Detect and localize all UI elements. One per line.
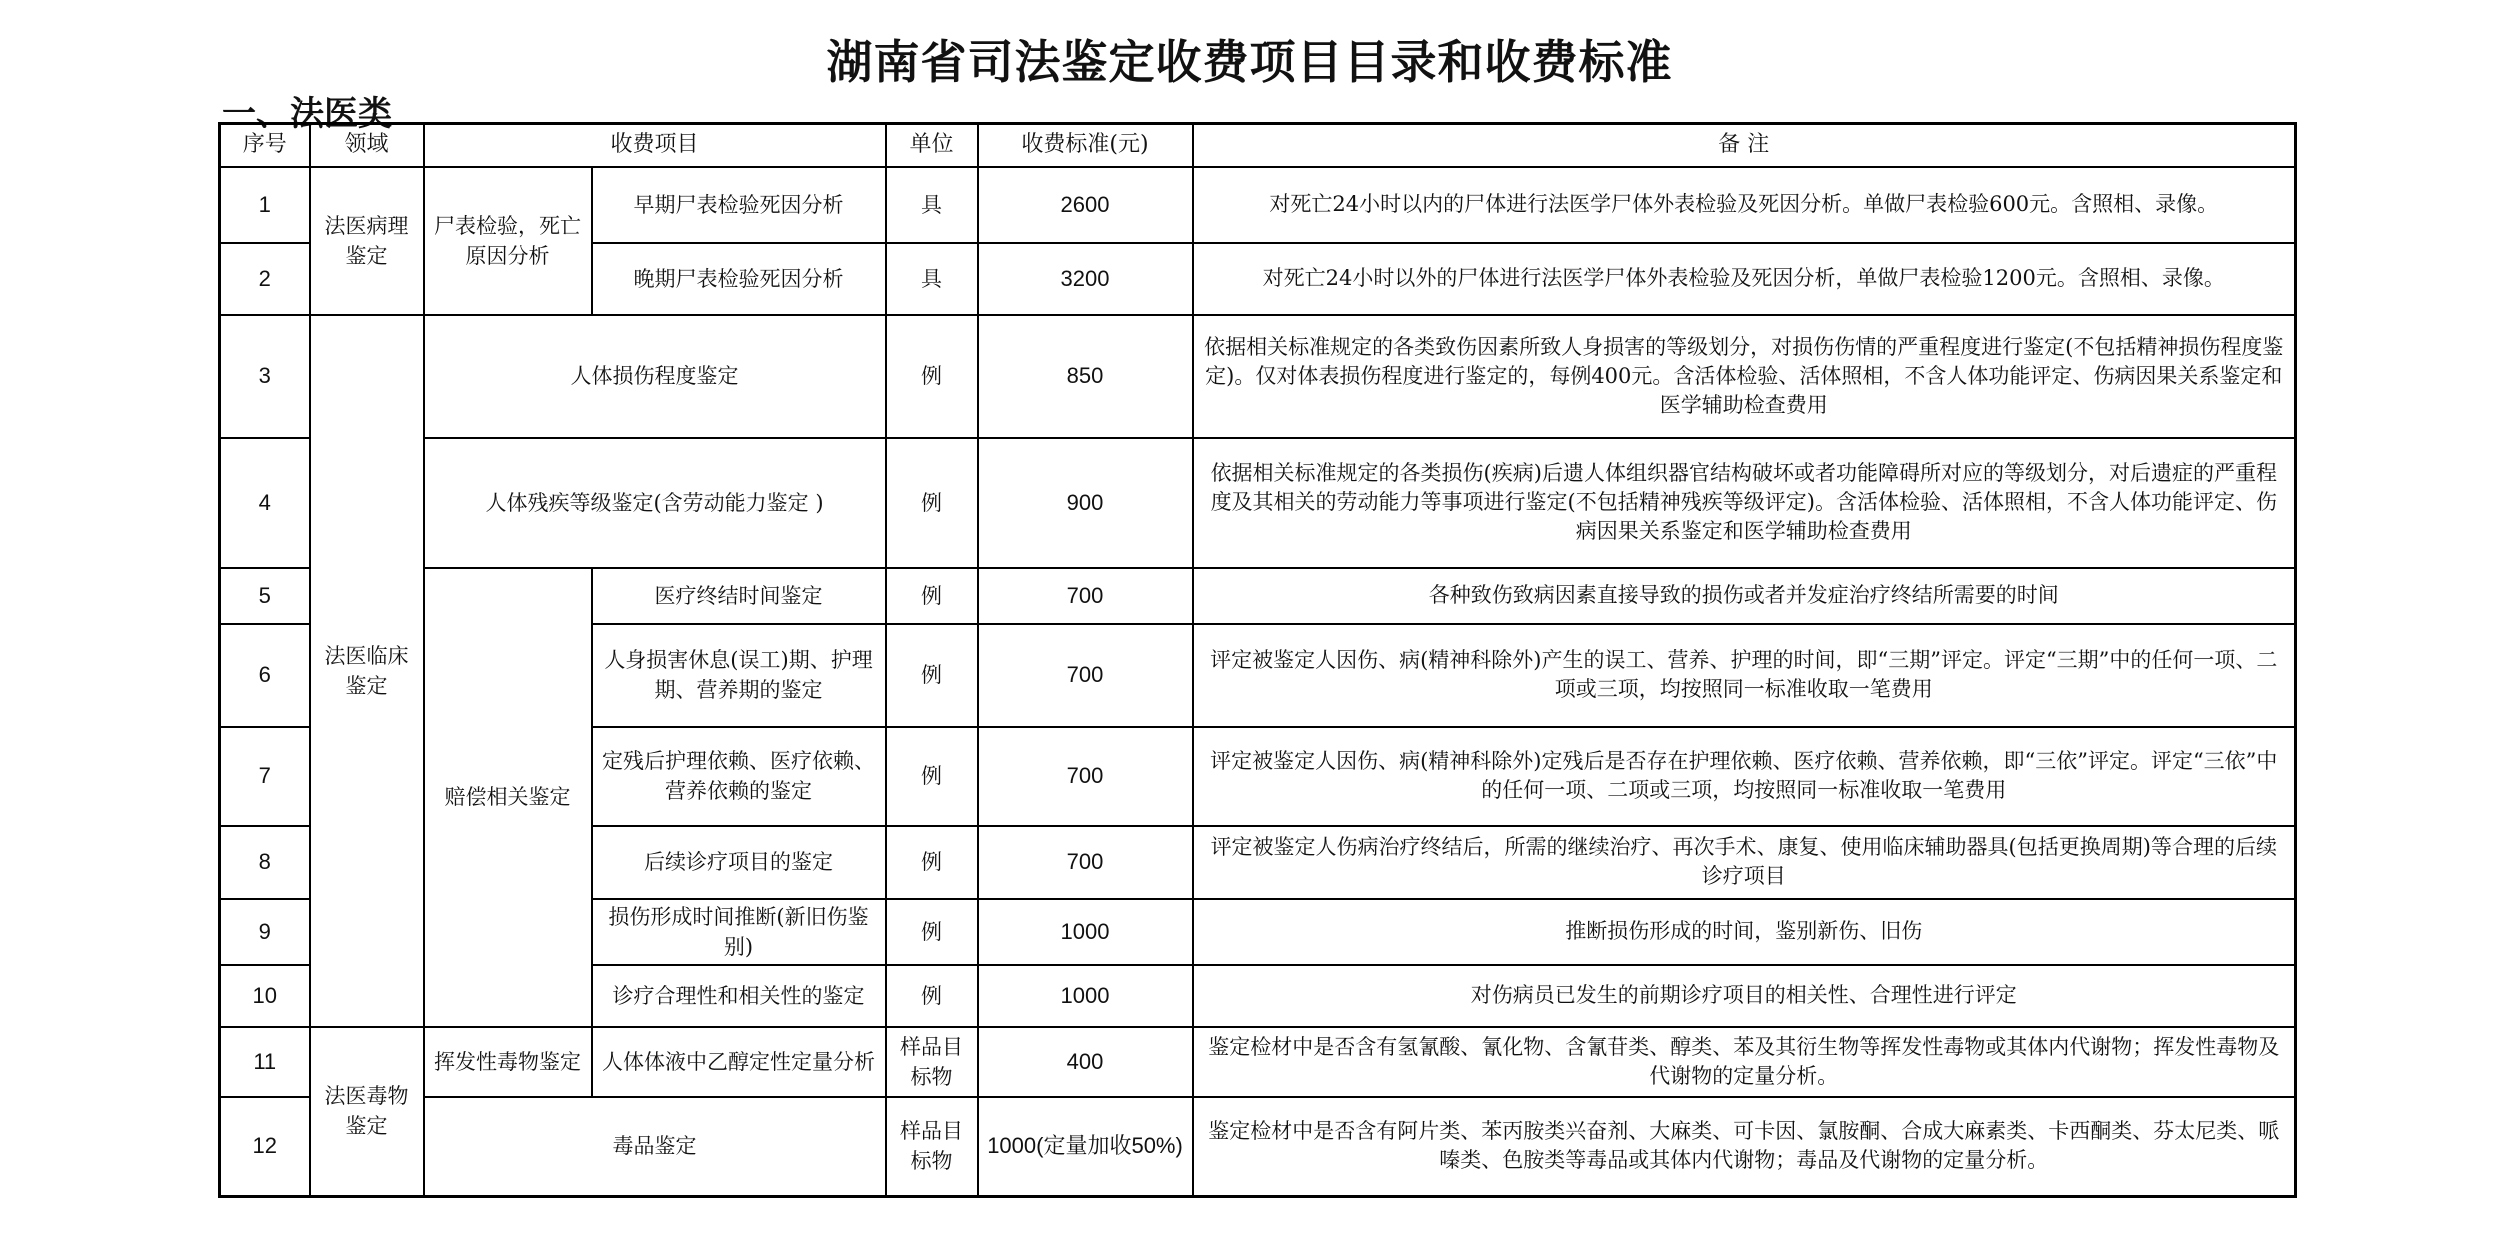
row-item: 人身损害休息(误工)期、护理期、营养期的鉴定	[592, 624, 886, 727]
domain-pathology: 法医病理鉴定	[310, 167, 424, 315]
row-unit: 例	[886, 899, 978, 965]
row-item: 早期尸表检验死因分析	[592, 167, 886, 243]
row-fee: 700	[978, 826, 1193, 899]
row-seq: 1	[220, 167, 310, 243]
row-fee: 2600	[978, 167, 1193, 243]
row-unit: 具	[886, 167, 978, 243]
row-item: 诊疗合理性和相关性的鉴定	[592, 965, 886, 1027]
row-fee: 850	[978, 315, 1193, 438]
header-item: 收费项目	[424, 124, 886, 167]
header-unit: 单位	[886, 124, 978, 167]
row-unit: 例	[886, 568, 978, 624]
group-compensation: 赔偿相关鉴定	[424, 568, 592, 1027]
header-standard: 收费标准(元)	[978, 124, 1193, 167]
row-item: 人体损伤程度鉴定	[424, 315, 886, 438]
row-item: 人体残疾等级鉴定(含劳动能力鉴定 )	[424, 438, 886, 568]
row-unit: 例	[886, 826, 978, 899]
row-seq: 2	[220, 243, 310, 315]
row-seq: 11	[220, 1027, 310, 1097]
row-note: 对死亡24小时以内的尸体进行法医学尸体外表检验及死因分析。单做尸表检验600元。含照相、录像。	[1193, 167, 2296, 243]
table-row	[220, 438, 2296, 568]
row-unit: 样品目标物	[886, 1027, 978, 1097]
row-seq: 4	[220, 438, 310, 568]
row-fee: 400	[978, 1027, 1193, 1097]
row-note: 评定被鉴定人因伤、病(精神科除外)产生的误工、营养、护理的时间，即“三期”评定。评定“三期”中的任何一项、二项或三项，均按照同一标准收取一笔费用	[1193, 624, 2296, 727]
group-autopsy: 尸表检验，死亡原因分析	[424, 167, 592, 315]
row-fee: 1000(定量加收50%)	[978, 1097, 1193, 1197]
group-volatile: 挥发性毒物鉴定	[424, 1027, 592, 1097]
row-note: 鉴定检材中是否含有阿片类、苯丙胺类兴奋剂、大麻类、可卡因、氯胺酮、合成大麻素类、卡西酮类、芬太尼类、哌嗪类、色胺类等毒品或其体内代谢物；毒品及代谢物的定量分析。	[1193, 1097, 2296, 1197]
domain-clinical: 法医临床鉴定	[310, 315, 424, 1027]
row-unit: 例	[886, 624, 978, 727]
row-unit: 例	[886, 315, 978, 438]
row-note: 对死亡24小时以外的尸体进行法医学尸体外表检验及死因分析，单做尸表检验1200元。含照相、录像。	[1193, 243, 2296, 315]
row-seq: 7	[220, 727, 310, 826]
row-note: 评定被鉴定人伤病治疗终结后，所需的继续治疗、再次手术、康复、使用临床辅助器具(包括更换周期)等合理的后续诊疗项目	[1193, 826, 2296, 899]
header-domain: 领域	[310, 124, 424, 167]
row-item: 后续诊疗项目的鉴定	[592, 826, 886, 899]
row-seq: 9	[220, 899, 310, 965]
row-item: 毒品鉴定	[424, 1097, 886, 1197]
table-row	[220, 315, 2296, 438]
table-row	[220, 167, 2296, 243]
row-note: 依据相关标准规定的各类损伤(疾病)后遗人体组织器官结构破坏或者功能障碍所对应的等级划分，对后遗症的严重程度及其相关的劳动能力等事项进行鉴定(不包括精神残疾等级评定)。含活体检验、活体照相，不含人体功能评定、伤病因果关系鉴定和医学辅助检查费用	[1193, 438, 2296, 568]
row-unit: 例	[886, 438, 978, 568]
header-note: 备 注	[1193, 124, 2296, 167]
row-seq: 12	[220, 1097, 310, 1197]
header-seq: 序号	[220, 124, 310, 167]
row-seq: 8	[220, 826, 310, 899]
row-fee: 700	[978, 568, 1193, 624]
row-item: 晚期尸表检验死因分析	[592, 243, 886, 315]
row-item: 损伤形成时间推断(新旧伤鉴别)	[592, 899, 886, 965]
row-unit: 例	[886, 965, 978, 1027]
row-fee: 700	[978, 727, 1193, 826]
table-header-row	[220, 124, 2296, 167]
row-fee: 900	[978, 438, 1193, 568]
row-unit: 例	[886, 727, 978, 826]
row-item: 定残后护理依赖、医疗依赖、营养依赖的鉴定	[592, 727, 886, 826]
row-seq: 3	[220, 315, 310, 438]
row-note: 鉴定检材中是否含有氢氰酸、氰化物、含氰苷类、醇类、苯及其衍生物等挥发性毒物或其体内代谢物；挥发性毒物及代谢物的定量分析。	[1193, 1027, 2296, 1097]
fee-table	[218, 122, 2297, 1198]
row-item: 人体体液中乙醇定性定量分析	[592, 1027, 886, 1097]
table-row	[220, 568, 2296, 624]
section-heading: 一、法医类	[222, 94, 392, 134]
row-note: 评定被鉴定人因伤、病(精神科除外)定残后是否存在护理依赖、医疗依赖、营养依赖，即“三依”评定。评定“三依”中的任何一项、二项或三项，均按照同一标准收取一笔费用	[1193, 727, 2296, 826]
domain-toxicology: 法医毒物鉴定	[310, 1027, 424, 1197]
row-note: 对伤病员已发生的前期诊疗项目的相关性、合理性进行评定	[1193, 965, 2296, 1027]
row-seq: 6	[220, 624, 310, 727]
row-note: 各种致伤致病因素直接导致的损伤或者并发症治疗终结所需要的时间	[1193, 568, 2296, 624]
row-note: 依据相关标准规定的各类致伤因素所致人身损害的等级划分，对损伤伤情的严重程度进行鉴定(不包括精神损伤程度鉴定)。仅对体表损伤程度进行鉴定的，每例400元。含活体检验、活体照相，不含人体功能评定、伤病因果关系鉴定和医学辅助检查费用	[1193, 315, 2296, 438]
row-seq: 5	[220, 568, 310, 624]
row-note: 推断损伤形成的时间，鉴别新伤、旧伤	[1193, 899, 2296, 965]
row-fee: 1000	[978, 965, 1193, 1027]
row-unit: 具	[886, 243, 978, 315]
row-item: 医疗终结时间鉴定	[592, 568, 886, 624]
row-fee: 1000	[978, 899, 1193, 965]
row-seq: 10	[220, 965, 310, 1027]
row-fee: 700	[978, 624, 1193, 727]
row-unit: 样品目标物	[886, 1097, 978, 1197]
table-row	[220, 1097, 2296, 1197]
page-title: 湖南省司法鉴定收费项目目录和收费标准	[826, 35, 1673, 89]
table-row	[220, 1027, 2296, 1097]
row-fee: 3200	[978, 243, 1193, 315]
